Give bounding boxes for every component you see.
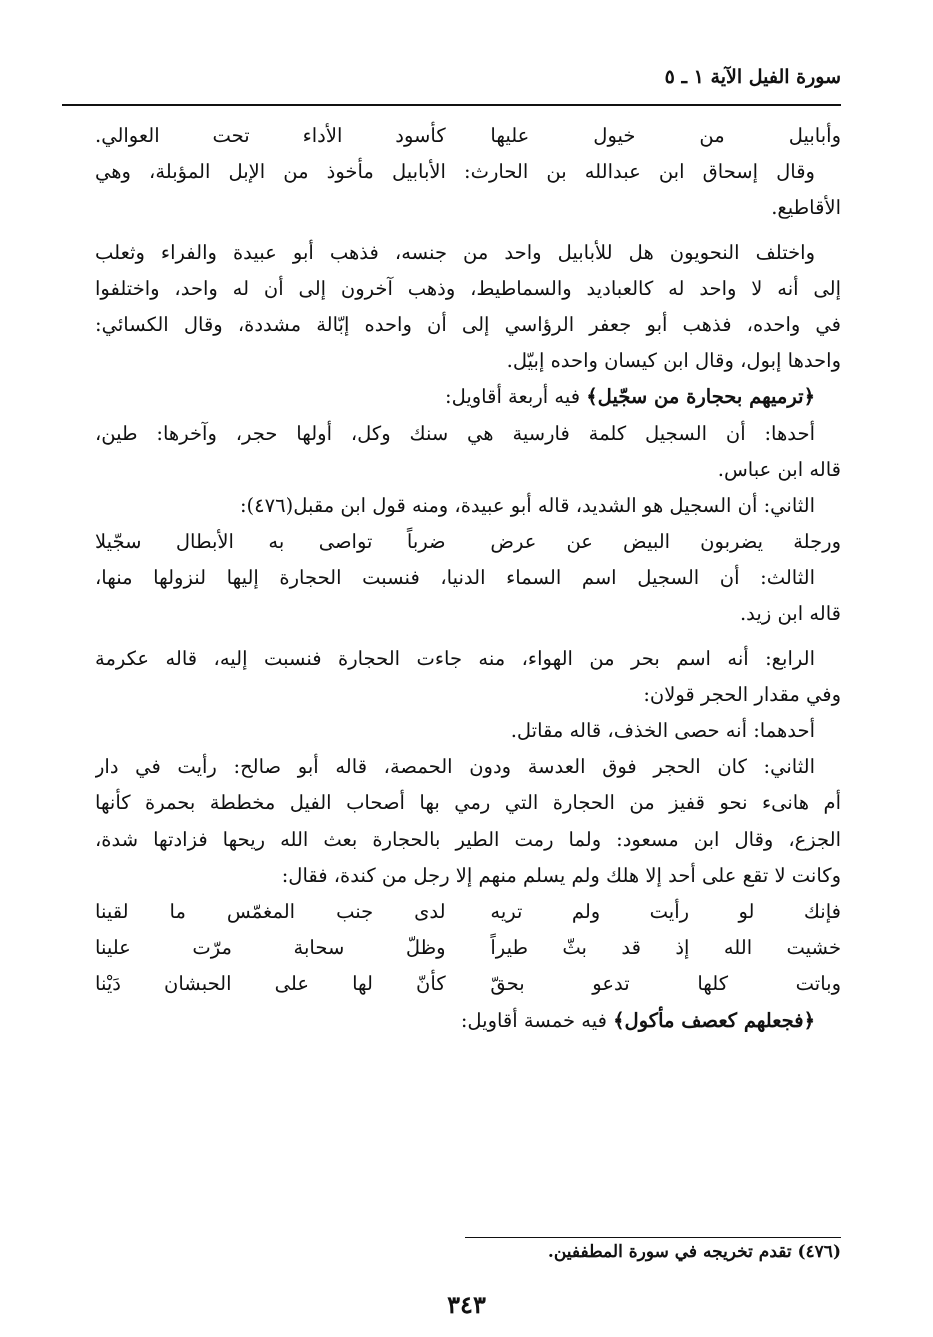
text-line: الثاني: كان الحجر فوق العدسة ودون الحمصة، قاله أبو صالح: رأيت في دار (95, 755, 815, 779)
text-line: إلى أنه لا واحد له كالعباديد والسماطيط، وذهب آخرون إلى أن له واحد، واختلفوا (95, 276, 841, 300)
footnote: (٤٧٦) تقدم تخريجه في سورة المطففين. (547, 1242, 841, 1262)
text-line: قاله ابن عباس. (717, 457, 841, 481)
page-body (95, 118, 841, 1039)
text-line: وكانت لا تقع على أحد إلا هلك ولم يسلم منهم إلا رجل من كندة، فقال: (281, 863, 841, 887)
verse-second-hemistich: لدى جنب المغمّس ما لقينا (95, 899, 446, 923)
verse-first-hemistich: وباتت كلها تدعو بحقّ (490, 972, 841, 996)
quran-quote-line (95, 1003, 841, 1039)
text-line: وفي مقدار الحجر قولان: (643, 682, 841, 706)
verse-second-hemistich: كأسود الأداء تحت العوالي. (95, 124, 446, 147)
text-line: أحدهما: أنه حصى الخذف، قاله مقاتل. (510, 719, 815, 742)
quote-commentary: فيه خمسة أقاويل: (460, 1008, 607, 1032)
quran-quote: ﴿فجعلهم كعصف مأكول﴾ (613, 1008, 815, 1032)
verse-line (95, 524, 841, 560)
text-line: الجزع، وقال ابن مسعود: ولما رمت الطير بالحجارة بعث الله ريحها فزادتها شدة، (95, 827, 841, 851)
header-rule (62, 104, 841, 106)
verse-line (95, 930, 841, 966)
ishaq-text: ابن عبدالله بن الحارث: الأبابيل مأخوذ من الإبل المؤبلة، وهي (95, 160, 685, 184)
verse-first-hemistich: خشيت الله إذ قد بثّ طيراً (490, 936, 841, 960)
text-line: الثالث: أن السجيل اسم السماء الدنيا، فنسبت الحجارة إليها لنزولها منها، (95, 566, 815, 590)
verse-line (95, 894, 841, 930)
page-number: ٣٤٣ (447, 1290, 486, 1319)
verse-first-hemistich: فإنك لو رأيت ولم تريه (490, 899, 841, 923)
verse-second-hemistich: ضرباً تواصى به الأبطال سجّيلا (95, 530, 446, 554)
quran-quote: ﴿ترميهم بحجارة من سجّيل﴾ (586, 385, 815, 409)
text-line (95, 154, 841, 190)
text-line: في واحده، فذهب أبو جعفر الرؤاسي إلى أن واحده إبّالة مشددة، وقال الكسائي: (95, 312, 841, 336)
quran-quote-line (95, 379, 841, 415)
text-line: قاله ابن زيد. (739, 602, 841, 626)
text-line: الثاني: أن السجيل هو الشديد، قاله أبو عبيدة، ومنه قول ابن مقبل(٤٧٦): (239, 493, 815, 517)
verse-first-hemistich: ورجلة يضربون البيض عن عرض (490, 530, 841, 554)
text-line: الرابع: أنه اسم بحر من الهواء، منه جاءت الحجارة فنسبت إليه، قاله عكرمة (95, 646, 815, 670)
verse-first-hemistich: وأبابيل من خيول عليها (490, 124, 841, 147)
footnote-rule (465, 1237, 841, 1238)
text-line: واختلف النحويون هل للأبابيل واحد من جنسه، فذهب أبو عبيدة والفراء وثعلب (95, 240, 815, 264)
ishaq-prefix: وقال إسحاق (702, 160, 815, 184)
verse-line (95, 118, 841, 154)
verse-second-hemistich: كأنّ لها على الحبشان دَيْنا (95, 972, 446, 996)
text-line: الأقاطيع. (771, 196, 841, 220)
verse-second-hemistich: وظلّ سحابة مرّت علينا (95, 936, 446, 960)
text-line: أحدها: أن السجيل كلمة فارسية هي سنك وكل، أولها حجر، وآخرها: طين، (95, 421, 815, 445)
verse-line (95, 966, 841, 1002)
text-line: واحدها إبول، وقال ابن كيسان واحده إبيّل. (506, 349, 841, 373)
running-head-title: سورة الفيل الآية ١ ـ ٥ (664, 66, 841, 88)
text-line: أم هانىء نحو قفيز من الحجارة التي رمي بها أصحاب الفيل مخططة بحمرة كأنها (95, 791, 841, 815)
quote-commentary: فيه أربعة أقاويل: (445, 385, 581, 409)
